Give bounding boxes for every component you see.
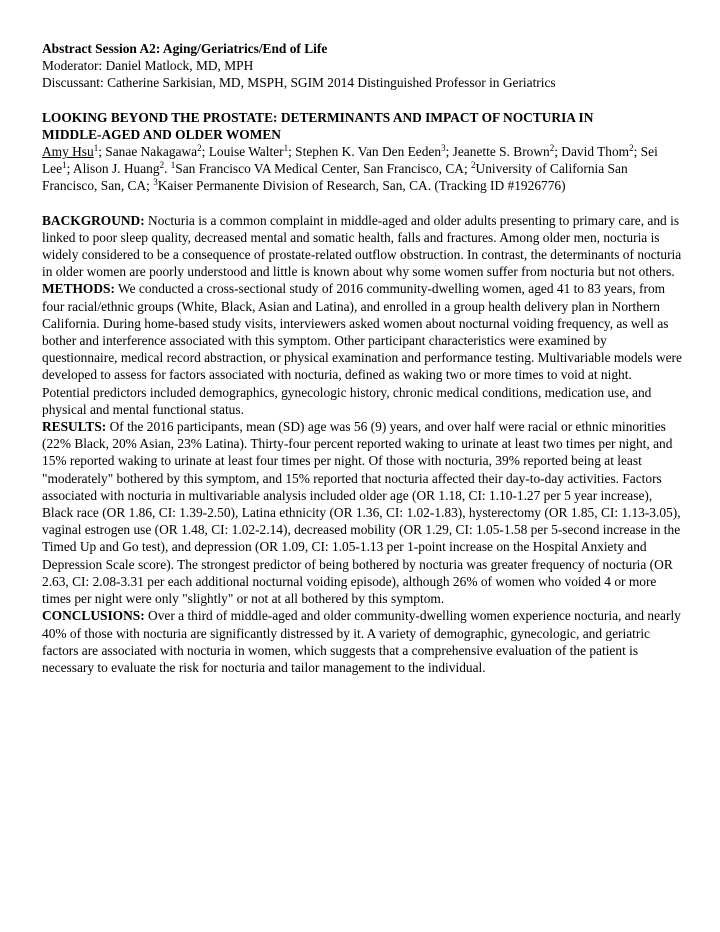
conclusions-section	[42, 607, 682, 676]
abstract-page	[42, 40, 682, 676]
methods-section	[42, 280, 682, 418]
presenting-author: Amy Hsu	[42, 144, 94, 160]
affiliation: Kaiser Permanente Division of Research, San, CA. (Tracking ID #1926776)	[157, 178, 566, 194]
abstract-title-line-1: LOOKING BEYOND THE PROSTATE: DETERMINANTS AND IMPACT OF NOCTURIA IN	[42, 109, 594, 125]
author-list	[42, 143, 682, 195]
affiliation-mark: 2	[159, 160, 165, 171]
conclusions-label: CONCLUSIONS:	[42, 608, 145, 624]
affiliation-mark: 1	[170, 160, 176, 171]
affiliation: University of California San Francisco, San, CA;	[42, 161, 628, 194]
results-label: RESULTS:	[42, 419, 107, 435]
methods-label: METHODS:	[42, 281, 115, 297]
affiliation-mark: 1	[62, 160, 67, 171]
results-section	[42, 418, 682, 607]
affiliation: San Francisco VA Medical Center, San Francisco, CA;	[175, 161, 472, 177]
discussant-line: Discussant: Catherine Sarkisian, MD, MSPH, SGIM 2014 Distinguished Professor in Geriatrics	[42, 75, 556, 91]
session-heading: Abstract Session A2: Aging/Geriatrics/End of Life	[42, 41, 328, 56]
abstract-title-line-2: MIDDLE-AGED AND OLDER WOMEN	[42, 126, 281, 142]
spacer	[42, 195, 682, 212]
author: ; Louise Walter	[201, 144, 284, 160]
affiliation-mark: 3	[441, 143, 446, 154]
affiliation-mark: 1	[283, 143, 289, 154]
separator: .	[164, 161, 171, 177]
affiliation-mark: 2	[629, 143, 634, 154]
author: ; Alison J. Huang	[66, 161, 160, 177]
background-section	[42, 212, 682, 281]
author: ; Sanae Nakagawa	[98, 144, 198, 160]
affiliation-mark: 2	[549, 143, 555, 154]
author: ; Jeanette S. Brown	[445, 144, 550, 160]
conclusions-text: Over a third of middle-aged and older community-dwelling women experience nocturia, and nearly 40% of those with nocturia are significantly distressed by it. A variety of demographic, gynecologic, and geriatric factors are associated with nocturia in women, which suggests that a comprehensive evaluation of the patient is necessary to evaluate the risk for nocturia and tailor management to the individual.	[42, 608, 681, 675]
author: ; David Thom	[554, 144, 630, 160]
affiliation-mark: 2	[471, 160, 476, 171]
affiliation-mark: 2	[197, 143, 202, 154]
affiliation-mark: 3	[153, 177, 158, 188]
moderator-line: Moderator: Daniel Matlock, MD, MPH	[42, 58, 254, 74]
results-text: Of the 2016 participants, mean (SD) age was 56 (9) years, and over half were racial or ethnic minorities (22% Black, 20% Asian, 23% Latina). Thirty-four percent reported waking to urinate at least two times per night, and 15% reported waking to urinate at least four times per night. Of those with nocturia, 39% reported being at least "moderately" bothered by this symptom, and 15% reported that nocturia affected their day-to-day activities. Factors associated with nocturia in multivariable analysis included older age (OR 1.18, CI: 1.10-1.27 per 5 year increase), Black race (OR 1.86, CI: 1.39-2.50), Latina ethnicity (OR 1.36, CI: 1.02-1.83), hysterectomy (OR 1.85, CI: 1.13-3.05), vaginal estrogen use (OR 1.48, CI: 1.02-2.14), decreased mobility (OR 1.29, CI: 1.05-1.58 per 5-second increase in the Timed Up and Go test), and depression (OR 1.09, CI: 1.05-1.13 per 1-point increase on the Hospital Anxiety and Depression Scale score). The strongest predictor of being bothered by nocturia was greater frequency of nocturia (OR 2.63, CI: 2.08-3.31 per each additional nocturnal voiding episode), although 26% of women who voided 4 or more times per night were only "slightly" or not at all bothered by this symptom.	[42, 419, 681, 607]
affiliation-mark: 1	[93, 143, 99, 154]
background-text: Nocturia is a common complaint in middle-aged and older adults presenting to primary care, and is linked to poor sleep quality, decreased mental and somatic health, falls and fractures. Among older men, nocturia is widely considered to be a consequence of prostate-related outflow obstruction. In contrast, the determinants of nocturia in older women are poorly understood and little is known about why some women suffer from nocturia but not others.	[42, 212, 682, 280]
author: ; Sei Lee	[42, 144, 658, 177]
background-label: BACKGROUND:	[42, 212, 145, 228]
spacer	[42, 92, 682, 109]
author: ; Stephen K. Van Den Eeden	[288, 144, 442, 160]
methods-text: We conducted a cross-sectional study of 2016 community-dwelling women, aged 41 to 83 years, from four racial/ethnic groups (White, Black, Asian and Latina), and enrolled in a group health delivery plan in Northern California. During home-based study visits, interviewers asked women about nocturnal voiding frequency, as well as bother and interference associated with this symptom. Other participant characteristics were examined by questionnaire, medical record abstraction, or physical examination and performance testing. Multivariable models were developed to assess for factors associated with nocturia, defined as waking two or more times to void at night. Potential predictors included demographics, gynecologic history, chronic medical conditions, medication use, and physical and mental functional status.	[42, 281, 682, 417]
